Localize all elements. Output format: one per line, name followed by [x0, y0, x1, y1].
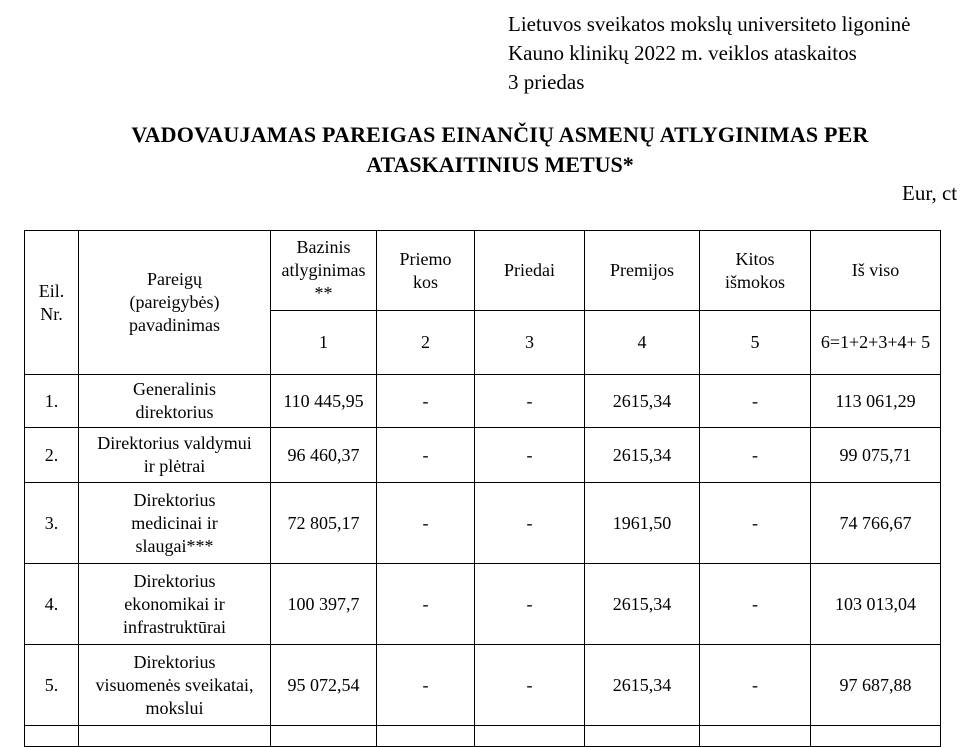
table-header-row	[25, 231, 941, 311]
cell-other: -	[700, 564, 811, 645]
cell-base: 96 460,37	[271, 428, 377, 483]
cell-other: -	[700, 483, 811, 564]
cell-bonus: -	[377, 375, 475, 428]
header-line-2: Kauno klinikų 2022 m. veiklos ataskaitos	[508, 41, 857, 65]
cell-total: 97 687,88	[811, 645, 941, 726]
cell-bonus: -	[377, 483, 475, 564]
cell-base: 110 445,95	[271, 375, 377, 428]
cell-total: 99 075,71	[811, 428, 941, 483]
cell-position: Direktorius valdymui ir plėtrai	[79, 428, 271, 483]
header-bonus: Priemo kos	[377, 231, 475, 311]
cell-base: 100 397,7	[271, 564, 377, 645]
cell-total: 74 766,67	[811, 483, 941, 564]
cell-no: 3.	[25, 483, 79, 564]
header-line-1: Lietuvos sveikatos mokslų universiteto ligoninė	[508, 12, 911, 36]
title-line-2: ATASKAITINIUS METUS*	[366, 152, 634, 177]
header-position: Pareigų (pareigybės) pavadinimas	[79, 231, 271, 375]
cell-premiums: 2615,34	[585, 645, 700, 726]
header-other: Kitos išmokos	[700, 231, 811, 311]
colnum-bonus: 2	[377, 311, 475, 375]
cell-no: 2.	[25, 428, 79, 483]
header-total: Iš viso	[811, 231, 941, 311]
cell-position: Generalinis direktorius	[79, 375, 271, 428]
cell-total: 113 061,29	[811, 375, 941, 428]
report-header	[508, 10, 910, 97]
cell-supplements: -	[475, 428, 585, 483]
cell-premiums: 2615,34	[585, 564, 700, 645]
cell-no: 1.	[25, 375, 79, 428]
cell-no: 5.	[25, 645, 79, 726]
cell-bonus: -	[377, 428, 475, 483]
colnum-total: 6=1+2+3+4+ 5	[811, 311, 941, 375]
cell-bonus: -	[377, 564, 475, 645]
cell-supplements: -	[475, 483, 585, 564]
cell-position: Direktorius ekonomikai ir infrastruktūrai	[79, 564, 271, 645]
header-line-3: 3 priedas	[508, 70, 585, 94]
header-supplements: Priedai	[475, 231, 585, 311]
cell-no: 4.	[25, 564, 79, 645]
colnum-base: 1	[271, 311, 377, 375]
cell-premiums: 2615,34	[585, 375, 700, 428]
title-line-1: VADOVAUJAMAS PAREIGAS EINANČIŲ ASMENŲ ATLYGINIMAS PER	[131, 122, 869, 147]
cell-other: -	[700, 428, 811, 483]
table-row	[25, 564, 941, 645]
header-no: Eil. Nr.	[25, 231, 79, 375]
cell-total: 103 013,04	[811, 564, 941, 645]
cell-supplements: -	[475, 645, 585, 726]
cell-premiums: 1961,50	[585, 483, 700, 564]
cell-supplements: -	[475, 375, 585, 428]
cell-premiums: 2615,34	[585, 428, 700, 483]
colnum-other: 5	[700, 311, 811, 375]
document-title	[0, 120, 964, 180]
colnum-premiums: 4	[585, 311, 700, 375]
header-premiums: Premijos	[585, 231, 700, 311]
cell-other: -	[700, 645, 811, 726]
colnum-supplements: 3	[475, 311, 585, 375]
cell-supplements: -	[475, 564, 585, 645]
table-row	[25, 483, 941, 564]
cell-base: 95 072,54	[271, 645, 377, 726]
salary-table	[24, 230, 941, 747]
table-row	[25, 428, 941, 483]
currency-unit: Eur, ct	[902, 181, 958, 205]
header-base: Bazinis atlyginimas **	[271, 231, 377, 311]
cell-base: 72 805,17	[271, 483, 377, 564]
cell-position: Direktorius medicinai ir slaugai***	[79, 483, 271, 564]
table-row	[25, 645, 941, 726]
cell-position: Direktorius visuomenės sveikatai, mokslui	[79, 645, 271, 726]
cell-other: -	[700, 375, 811, 428]
table-row-partial	[25, 726, 941, 747]
cell-bonus: -	[377, 645, 475, 726]
table-row	[25, 375, 941, 428]
